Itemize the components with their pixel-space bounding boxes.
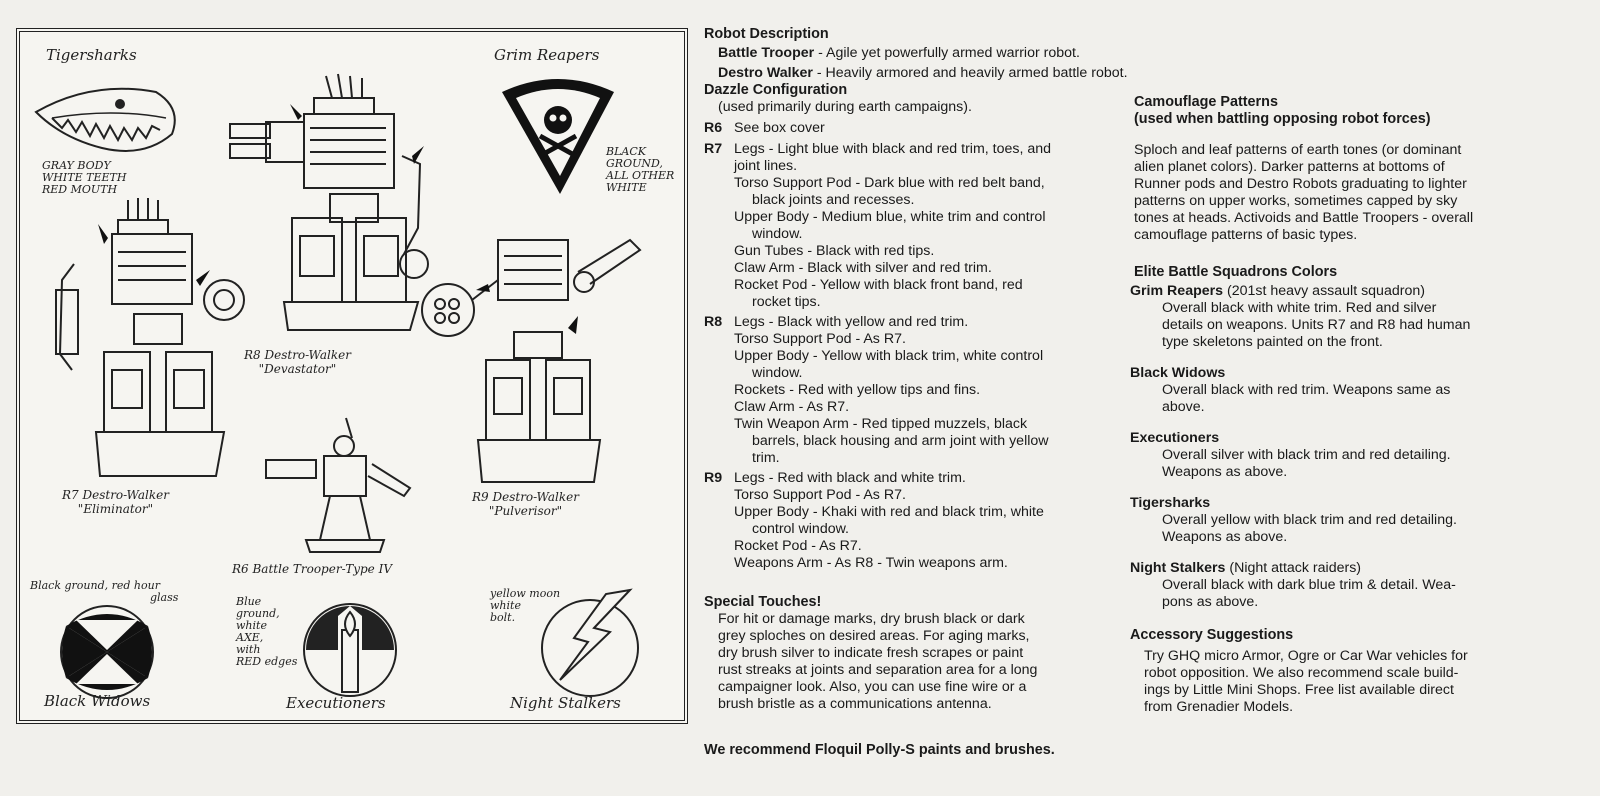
- caption-line: R7 Destro-Walker: [62, 488, 169, 502]
- squadron-name: Night Stalkers: [1130, 560, 1226, 576]
- squadron-heading: [1130, 430, 1542, 447]
- spec-line: [704, 399, 1124, 416]
- squadron-name: Tigersharks: [1130, 495, 1211, 511]
- spec-line: [704, 470, 1124, 487]
- robot-description-heading: Robot Description: [704, 26, 829, 42]
- spec-line: [704, 158, 1124, 175]
- dazzle-r7: [704, 141, 1124, 311]
- note-line: RED MOUTH: [42, 183, 118, 196]
- model-code: R6: [704, 120, 723, 136]
- camouflage-heading: Camouflage Patterns: [1134, 94, 1278, 110]
- dazzle-r8: [704, 314, 1124, 467]
- spec-line: [704, 487, 1124, 504]
- squadron-entry: [1130, 365, 1542, 416]
- special-touches-body: [704, 611, 1124, 713]
- right-column: [1130, 94, 1542, 716]
- robot-description-item: [704, 65, 1128, 82]
- spec-line: [704, 521, 1124, 538]
- squadron-note: (201st heavy assault squadron): [1223, 283, 1425, 299]
- accessory-line: from Grenadier Models.: [1144, 699, 1294, 715]
- squadron-line: Overall black with red trim. Weapons same as: [1162, 382, 1451, 398]
- spec-text: black joints and recesses.: [752, 192, 915, 208]
- spec-line: [704, 433, 1124, 450]
- camouflage-line: camouflage patterns of basic types.: [1134, 227, 1358, 243]
- spec-text: Upper Body - Khaki with red and black trim, white: [734, 504, 1044, 520]
- note-line: ground,: [236, 607, 280, 620]
- squadron-entry: [1130, 430, 1542, 481]
- spec-text: Twin Weapon Arm - Red tipped muzzels, black: [734, 416, 1028, 432]
- accessory-line: robot opposition. We also recommend scale build-: [1144, 665, 1459, 681]
- spec-line: [704, 365, 1124, 382]
- spec-line: [704, 294, 1124, 311]
- black-widows-title: Black Widows: [44, 692, 151, 710]
- spec-line: [704, 192, 1124, 209]
- spec-line: [704, 450, 1124, 467]
- camouflage-line: patterns on upper works, sometimes capped by sky: [1134, 193, 1458, 209]
- spec-text: Legs - Black with yellow and red trim.: [734, 314, 969, 330]
- spec-text: Claw Arm - Black with silver and red trim.: [734, 260, 992, 276]
- spec-text: barrels, black housing and arm joint with yellow: [752, 433, 1049, 449]
- squadron-line: Overall silver with black trim and red detailing.: [1162, 447, 1451, 463]
- squadron-line: Weapons as above.: [1162, 529, 1288, 545]
- executioners-note: [236, 596, 297, 668]
- robot-r7-icon: [38, 194, 258, 490]
- spec-text: window.: [752, 226, 803, 242]
- r6-caption: R6 Battle Trooper-Type IV: [232, 562, 392, 576]
- camouflage-line: alien planet colors). Darker patterns at bottoms of: [1134, 159, 1445, 175]
- r9-caption: [472, 490, 579, 518]
- squadron-name: Grim Reapers: [1130, 283, 1224, 299]
- spec-text: Legs - Red with black and white trim.: [734, 470, 966, 486]
- squadron-line: type skeletons painted on the front.: [1162, 334, 1383, 350]
- squadron-entry: [1130, 560, 1542, 611]
- spec-text: Claw Arm - As R7.: [734, 399, 850, 415]
- note-line: AXE,: [236, 631, 264, 644]
- spec-text: Weapons Arm - As R8 - Twin weapons arm.: [734, 555, 1008, 571]
- robot-type-name: Battle Trooper: [718, 45, 815, 61]
- r8-caption: [244, 348, 351, 376]
- spec-text: Gun Tubes - Black with red tips.: [734, 243, 935, 259]
- middle-column: [704, 26, 1128, 713]
- robot-r6-icon: [260, 416, 430, 556]
- night-stalkers-title: Night Stalkers: [510, 694, 621, 712]
- spec-line: [704, 243, 1124, 260]
- camouflage-line: Runner pods and Destro Robots graduating to lighter: [1134, 176, 1467, 192]
- r7-caption: [62, 488, 169, 516]
- note-line: bolt.: [490, 611, 516, 624]
- spec-text: trim.: [752, 450, 780, 466]
- note-line: glass: [150, 591, 179, 604]
- special-touches-line: campaigner look. Also, you can use fine wire or a: [718, 679, 1027, 695]
- note-line: Blue: [236, 595, 262, 608]
- squadron-heading: [1130, 560, 1542, 577]
- elite-heading: Elite Battle Squadrons Colors: [1134, 264, 1338, 280]
- axe-insignia-icon: [298, 600, 402, 700]
- shark-insignia-icon: [32, 78, 182, 162]
- squadron-line: Weapons as above.: [1162, 464, 1288, 480]
- spec-line: [704, 209, 1124, 226]
- note-line: WHITE: [606, 181, 647, 194]
- model-text: See box cover: [734, 120, 825, 136]
- squadron-entry: [1130, 495, 1542, 546]
- note-line: Black ground, red hour: [30, 579, 160, 592]
- model-code: R8: [704, 314, 723, 330]
- note-line: GRAY BODY: [42, 159, 111, 172]
- special-touches-heading: Special Touches!: [704, 594, 822, 610]
- camouflage-section: [1130, 94, 1542, 244]
- accessory-line: ings by Little Mini Shops. Free list available direct: [1144, 682, 1454, 698]
- spec-line: [704, 175, 1124, 192]
- illustration-panel: [16, 28, 688, 724]
- spec-line: [704, 538, 1124, 555]
- spec-line: [704, 226, 1124, 243]
- footer-recommendation: We recommend Floquil Polly-S paints and brushes.: [704, 742, 1055, 758]
- squadron-name: Black Widows: [1130, 365, 1226, 381]
- spec-text: Torso Support Pod - Dark blue with red belt band,: [734, 175, 1045, 191]
- spec-text: Rocket Pod - Yellow with black front band, red: [734, 277, 1023, 293]
- dazzle-heading: Dazzle Configuration: [704, 82, 848, 98]
- spec-line: [704, 141, 1124, 158]
- squadron-entry: [1130, 283, 1542, 351]
- caption-line: "Devastator": [258, 362, 337, 376]
- spec-text: joint lines.: [734, 158, 798, 174]
- robot-r9-icon: [418, 220, 668, 496]
- dazzle-subheading: (used primarily during earth campaigns).: [718, 99, 972, 115]
- spec-line: [704, 348, 1124, 365]
- note-line: ALL OTHER: [606, 169, 675, 182]
- robot-type-text: - Agile yet powerfully armed warrior robot.: [814, 45, 1080, 61]
- camouflage-body: [1134, 142, 1542, 244]
- model-code: R7: [704, 141, 723, 157]
- caption-line: R9 Destro-Walker: [472, 490, 579, 504]
- caption-line: "Eliminator": [77, 502, 154, 516]
- spec-text: rocket tips.: [752, 294, 821, 310]
- robot-type-name: Destro Walker: [718, 65, 813, 81]
- tigersharks-note: [42, 160, 126, 196]
- squadron-note: (Night attack raiders): [1225, 560, 1362, 576]
- spec-line: [704, 504, 1124, 521]
- tigersharks-title: Tigersharks: [46, 46, 137, 64]
- spec-text: Torso Support Pod - As R7.: [734, 487, 906, 503]
- squadron-heading: [1130, 365, 1542, 382]
- spec-text: Upper Body - Medium blue, white trim and control: [734, 209, 1046, 225]
- spec-line: [704, 555, 1124, 572]
- squadron-line: details on weapons. Units R7 and R8 had human: [1162, 317, 1471, 333]
- note-line: white: [236, 619, 267, 632]
- accessory-heading: Accessory Suggestions: [1130, 627, 1294, 643]
- spec-line: [704, 331, 1124, 348]
- dazzle-r6: [704, 120, 1124, 137]
- model-code: R9: [704, 470, 723, 486]
- spec-text: Legs - Light blue with black and red trim, toes, and: [734, 141, 1052, 157]
- robot-type-text: - Heavily armored and heavily armed battle robot.: [812, 65, 1128, 81]
- note-line: WHITE TEETH: [42, 171, 127, 184]
- caption-line: "Pulverisor": [488, 504, 563, 518]
- note-line: white: [490, 599, 521, 612]
- spec-text: Rockets - Red with yellow tips and fins.: [734, 382, 981, 398]
- special-touches-line: For hit or damage marks, dry brush black or dark: [718, 611, 1025, 627]
- camouflage-subheading: (used when battling opposing robot forces): [1134, 111, 1431, 127]
- spec-text: control window.: [752, 521, 849, 537]
- spec-line: [704, 277, 1124, 294]
- special-touches-line: rust streaks at joints and separation area for a long: [718, 662, 1038, 678]
- spec-line: [704, 260, 1124, 277]
- dazzle-r9: [704, 470, 1124, 572]
- lightning-moon-icon: [530, 584, 654, 702]
- squadron-line: Overall yellow with black trim and red detailing.: [1162, 512, 1457, 528]
- special-touches-line: brush bristle as a communications antenna.: [718, 696, 992, 712]
- hourglass-insignia-icon: [54, 604, 160, 700]
- special-touches-line: dry brush silver to indicate fresh scrapes or paint: [718, 645, 1024, 661]
- squadron-line: above.: [1162, 399, 1205, 415]
- squadron-heading: [1130, 283, 1542, 300]
- elite-squadrons: [1130, 283, 1542, 611]
- spec-text: Torso Support Pod - As R7.: [734, 331, 906, 347]
- spec-text: Rocket Pod - As R7.: [734, 538, 862, 554]
- skull-shield-icon: [498, 72, 618, 198]
- executioners-title: Executioners: [286, 694, 386, 712]
- squadron-line: pons as above.: [1162, 594, 1259, 610]
- black-widows-note: [30, 580, 178, 604]
- squadron-heading: [1130, 495, 1542, 512]
- accessory-body: [1130, 648, 1542, 716]
- accessory-line: Try GHQ micro Armor, Ogre or Car War vehicles for: [1144, 648, 1468, 664]
- note-line: BLACK: [606, 145, 646, 158]
- spec-line: [704, 382, 1124, 399]
- squadron-name: Executioners: [1130, 430, 1220, 446]
- spec-text: window.: [752, 365, 803, 381]
- special-touches-line: grey sploches on desired areas. For aging marks,: [718, 628, 1030, 644]
- robot-description-item: [704, 45, 1124, 62]
- caption-line: R8 Destro-Walker: [244, 348, 351, 362]
- note-line: RED edges: [236, 655, 298, 668]
- note-line: GROUND,: [606, 157, 663, 170]
- squadron-line: Overall black with dark blue trim & detail. Wea-: [1162, 577, 1456, 593]
- spec-line: [704, 314, 1124, 331]
- squadron-line: Overall black with white trim. Red and silver: [1162, 300, 1437, 316]
- grim-reapers-note: [606, 146, 674, 194]
- note-line: with: [236, 643, 261, 656]
- spec-text: Upper Body - Yellow with black trim, white control: [734, 348, 1044, 364]
- spec-line: [704, 416, 1124, 433]
- grim-reapers-title: Grim Reapers: [494, 46, 600, 64]
- note-line: yellow moon: [490, 587, 561, 600]
- camouflage-line: tones at heads. Activoids and Battle Troopers - overall: [1134, 210, 1474, 226]
- camouflage-line: Sploch and leaf patterns of earth tones (or dominant: [1134, 142, 1462, 158]
